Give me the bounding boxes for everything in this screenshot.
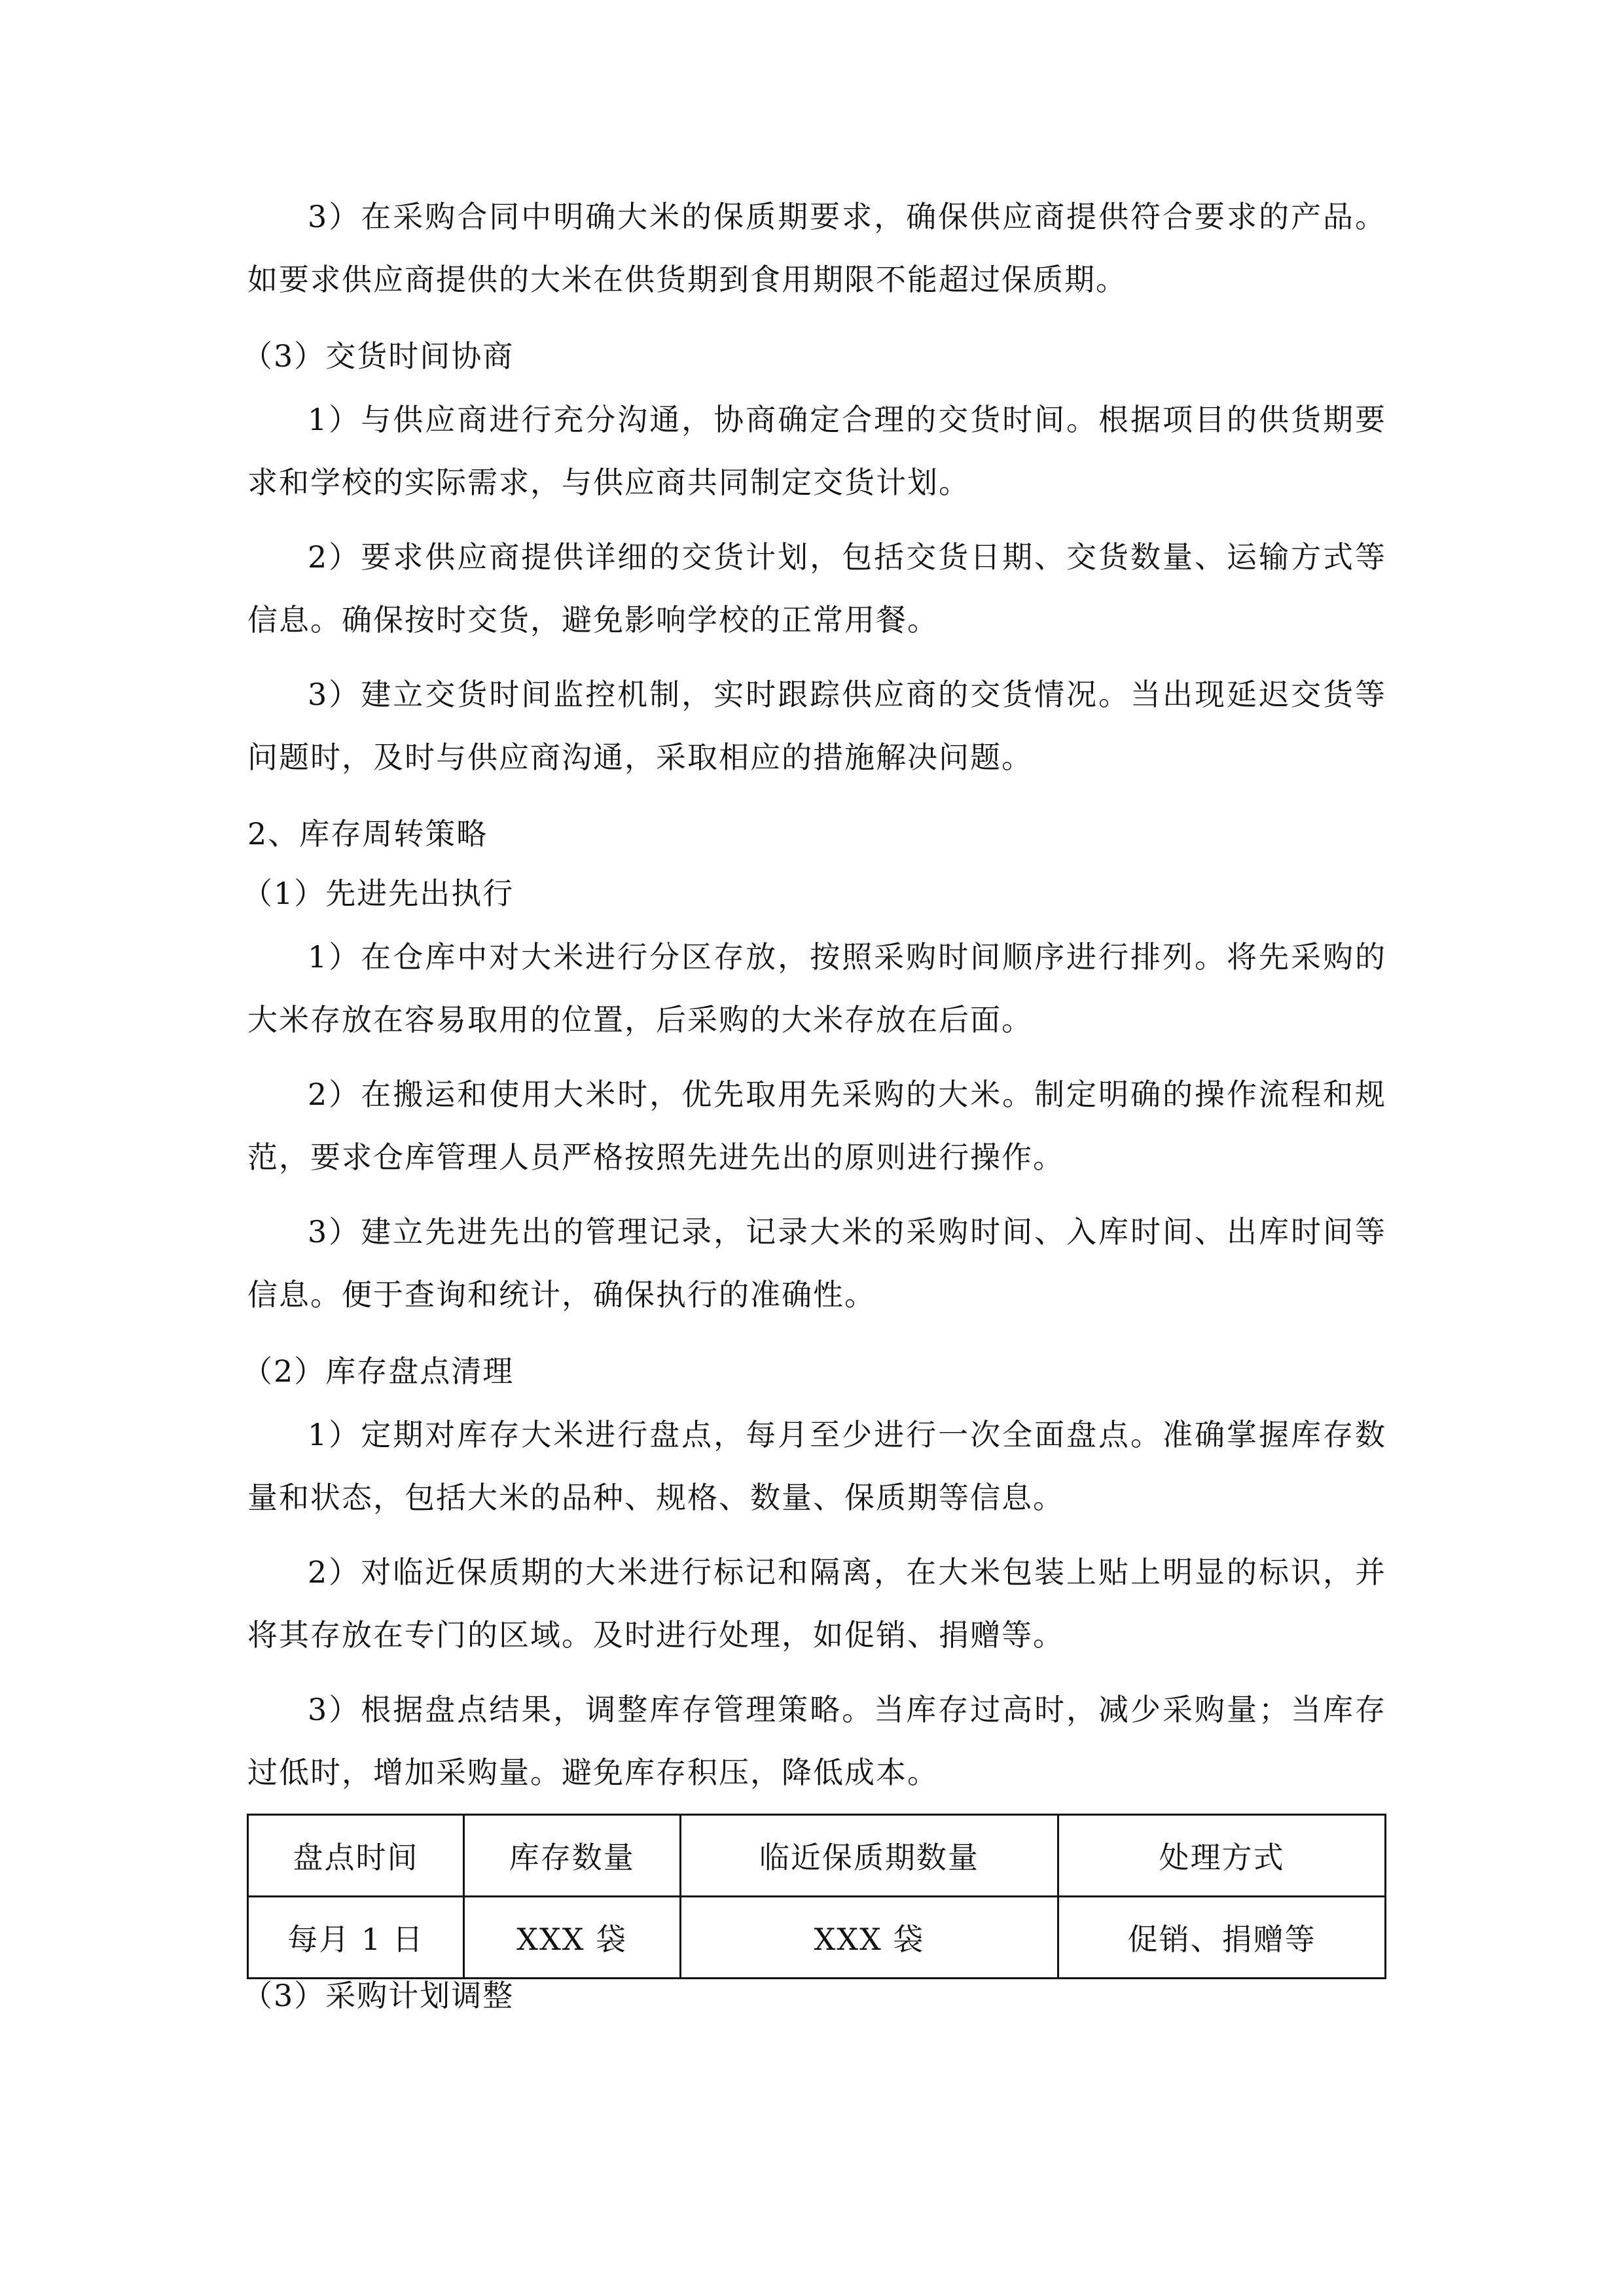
table-row <box>248 1897 1386 1979</box>
table-cell: 每月 1 日 <box>248 1897 464 1979</box>
table-header-cell: 处理方式 <box>1058 1815 1386 1897</box>
table-cell: XXX 袋 <box>680 1897 1058 1979</box>
heading-plan-adjust: （3）采购计划调整 <box>242 1978 514 2013</box>
table-cell: XXX 袋 <box>463 1897 680 1979</box>
table-header-cell: 临近保质期数量 <box>680 1815 1058 1897</box>
paragraph-stocktake-2: 2）对临近保质期的大米进行标记和隔离，在大米包装上贴上明显的标识，并将其存放在专门的区域。及时进行处理，如促销、捐赠等。 <box>247 1554 1386 1653</box>
heading-delivery-time: （3）交货时间协商 <box>242 338 514 374</box>
table-header-row <box>248 1815 1386 1897</box>
table-cell: 促销、捐赠等 <box>1058 1897 1386 1979</box>
heading-fifo: （1）先进先出执行 <box>242 876 514 911</box>
paragraph-delivery-2: 2）要求供应商提供详细的交货计划，包括交货日期、交货数量、运输方式等信息。确保按时交货，避免影响学校的正常用餐。 <box>247 539 1386 637</box>
paragraph-shelf-life-contract: 3）在采购合同中明确大米的保质期要求，确保供应商提供符合要求的产品。如要求供应商提供的大米在供货期到食用期限不能超过保质期。 <box>247 199 1386 297</box>
paragraph-fifo-2: 2）在搬运和使用大米时，优先取用先采购的大米。制定明确的操作流程和规范，要求仓库管理人员严格按照先进先出的原则进行操作。 <box>247 1077 1386 1175</box>
paragraph-fifo-1: 1）在仓库中对大米进行分区存放，按照采购时间顺序进行排列。将先采购的大米存放在容易取用的位置，后采购的大米存放在后面。 <box>247 939 1386 1037</box>
heading-stocktake: （2）库存盘点清理 <box>242 1354 514 1389</box>
paragraph-fifo-3: 3）建立先进先出的管理记录，记录大米的采购时间、入库时间、出库时间等信息。便于查询和统计，确保执行的准确性。 <box>247 1214 1386 1312</box>
heading-inventory-strategy: 2、库存周转策略 <box>247 816 488 852</box>
paragraph-stocktake-1: 1）定期对库存大米进行盘点，每月至少进行一次全面盘点。准确掌握库存数量和状态，包括大米的品种、规格、数量、保质期等信息。 <box>247 1417 1386 1515</box>
table-header-cell: 库存数量 <box>463 1815 680 1897</box>
table-header-cell: 盘点时间 <box>248 1815 464 1897</box>
paragraph-stocktake-3: 3）根据盘点结果，调整库存管理策略。当库存过高时，减少采购量；当库存过低时，增加采购量。避免库存积压，降低成本。 <box>247 1692 1386 1790</box>
paragraph-delivery-3: 3）建立交货时间监控机制，实时跟踪供应商的交货情况。当出现延迟交货等问题时，及时与供应商沟通，采取相应的措施解决问题。 <box>247 677 1386 775</box>
paragraph-delivery-1: 1）与供应商进行充分沟通，协商确定合理的交货时间。根据项目的供货期要求和学校的实际需求，与供应商共同制定交货计划。 <box>247 402 1386 500</box>
stocktake-table <box>247 1814 1386 1979</box>
